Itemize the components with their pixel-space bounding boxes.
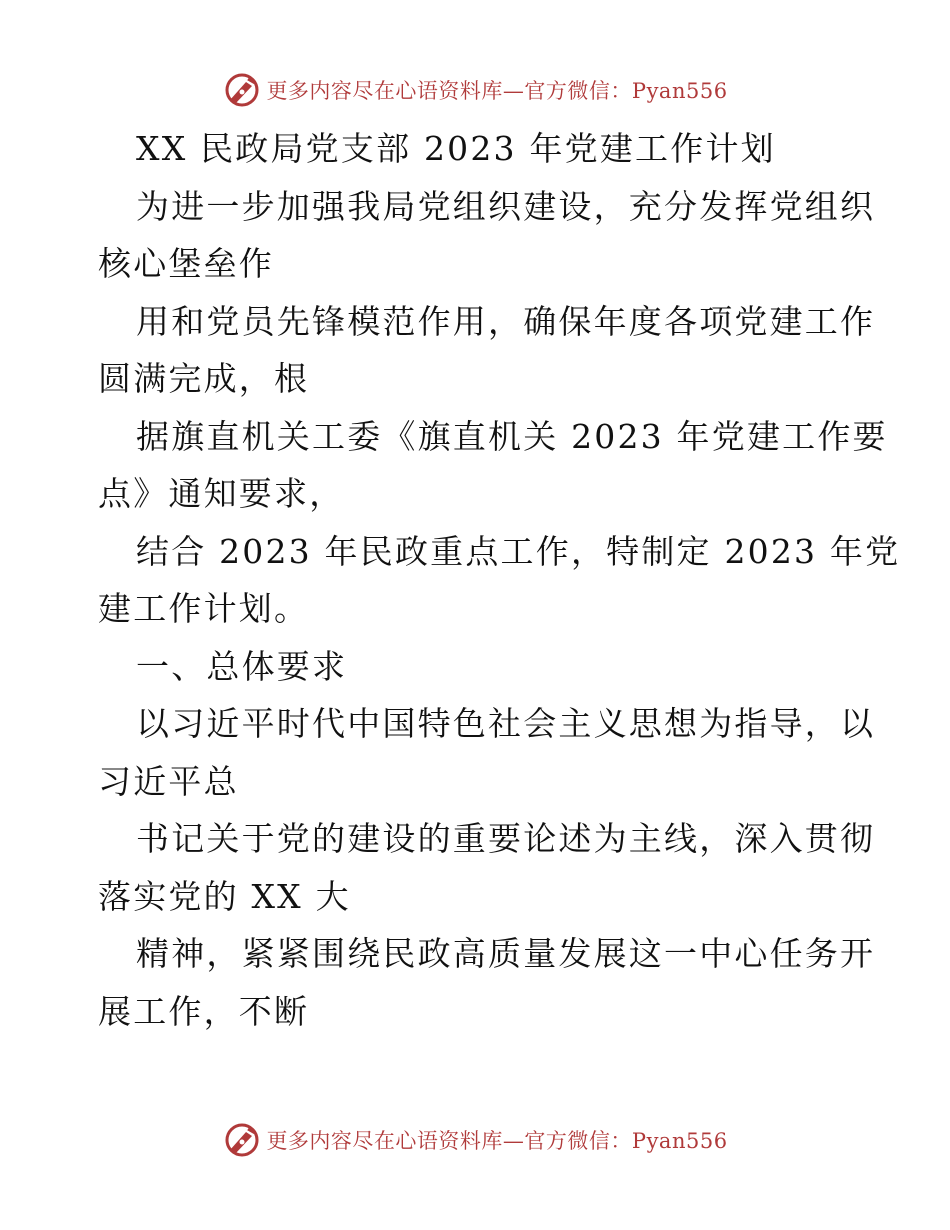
paragraph-line: 圆满完成，根	[98, 359, 310, 398]
watermark-text: 更多内容尽在心语资料库—官方微信：Pyan556	[266, 1129, 728, 1153]
pen-nib-circle-logo-icon	[222, 70, 262, 110]
paragraph-line: 展工作，不断	[98, 991, 310, 1031]
paragraph-line: 以习近平时代中国特色社会主义思想为指导，以	[136, 704, 876, 743]
paragraph-line: 用和党员先锋模范作用，确保年度各项党建工作	[136, 301, 876, 341]
paragraph-line: 建工作计划。	[98, 589, 310, 628]
footer-watermark	[0, 1118, 950, 1162]
section-heading: 一、总体要求	[136, 646, 348, 686]
header-watermark	[0, 68, 950, 112]
paragraph-line: 据旗直机关工委《旗直机关 2023 年党建工作要	[136, 416, 888, 456]
paragraph-line: 结合 2023 年民政重点工作，特制定 2023 年党	[136, 531, 901, 571]
paragraph-line: 落实党的 XX 大	[98, 876, 351, 916]
paragraph-line: 书记关于党的建设的重要论述为主线，深入贯彻	[136, 819, 876, 858]
paragraph-line: 精神，紧紧围绕民政高质量发展这一中心任务开	[136, 934, 876, 973]
document-title: XX 民政局党支部 2023 年党建工作计划	[136, 129, 776, 168]
watermark-text: 更多内容尽在心语资料库—官方微信：Pyan556	[266, 79, 728, 103]
paragraph-line: 点》通知要求，	[98, 474, 345, 513]
paragraph-line: 核心堡垒作	[98, 244, 274, 283]
pen-nib-circle-logo-icon	[222, 1120, 262, 1160]
document-body	[98, 120, 901, 1040]
paragraph-line: 为进一步加强我局党组织建设，充分发挥党组织	[136, 186, 876, 226]
paragraph-line: 习近平总	[98, 761, 239, 801]
